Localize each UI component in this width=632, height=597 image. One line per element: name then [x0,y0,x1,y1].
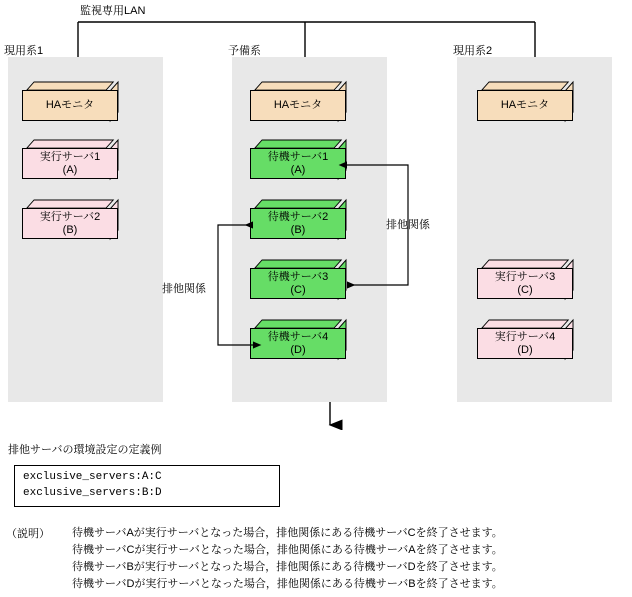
box-label-standby-server-2: 待機サーバ2 (B) [250,208,346,239]
box-label-standby-server-4: 待機サーバ4 (D) [250,328,346,359]
lan-label: 監視専用LAN [80,5,146,17]
exclusive-relation-label-right: 排他関係 [386,219,430,231]
group-title-active2: 現用系2 [453,45,493,57]
group-title-standby: 予備系 [228,45,261,57]
explanation-lines [72,525,503,593]
explanation-line-3: 待機サーバBが実行サーバとなった場合，排他関係にある待機サーバDを終了させます。 [72,561,503,574]
box-label-ha-monitor-2: HAモニタ [250,90,346,121]
explanation-line-2: 待機サーバCが実行サーバとなった場合，排他関係にある待機サーバAを終了させます。 [72,544,503,557]
config-code-line-2: exclusive_servers:B:D [23,486,162,499]
exclusive-relation-label-left: 排他関係 [162,283,206,295]
group-title-active1: 現用系1 [4,45,44,57]
box-label-ha-monitor-1: HAモニタ [22,90,118,121]
explanation-label: （説明） [6,528,50,540]
config-example-caption: 排他サーバの環境設定の定義例 [8,444,162,456]
box-label-exec-server-3: 実行サーバ3 (C) [477,268,573,299]
explanation-line-1: 待機サーバAが実行サーバとなった場合，排他関係にある待機サーバCを終了させます。 [72,527,503,539]
box-label-exec-server-4: 実行サーバ4 (D) [477,328,573,359]
box-label-exec-server-2: 実行サーバ2 (B) [22,208,118,239]
box-label-standby-server-3: 待機サーバ3 (C) [250,268,346,299]
explanation-line-4: 待機サーバDが実行サーバとなった場合，排他関係にある待機サーバBを終了させます。 [72,578,503,591]
box-label-exec-server-1: 実行サーバ1 (A) [22,148,118,179]
config-code-box [14,465,280,507]
box-label-standby-server-1: 待機サーバ1 (A) [250,148,346,179]
box-label-ha-monitor-3: HAモニタ [477,90,573,121]
config-code-line-1: exclusive_servers:A:C [23,471,162,483]
